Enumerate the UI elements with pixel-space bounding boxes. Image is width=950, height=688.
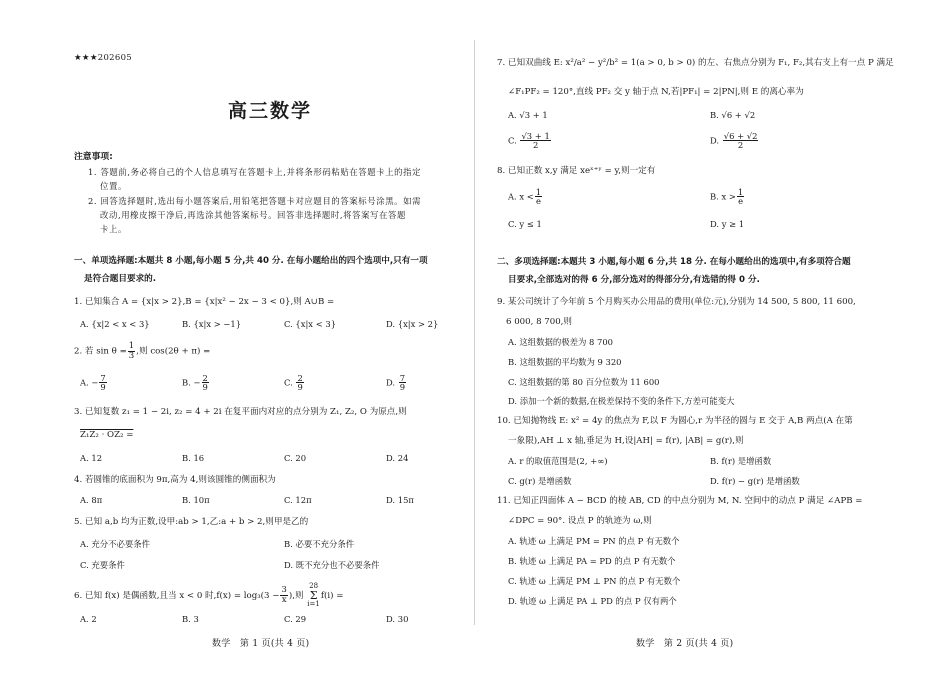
q9-option-d: D. 添加一个新的数据,在极差保持不变的条件下,方差可能变大	[508, 396, 735, 406]
notice-line: 改动,用橡皮擦干净后,再选涂其他答案标号。回答非选择题时,将答案写在答题	[100, 210, 406, 220]
q10-option-a: A. r 的取值范围是(2, +∞)	[508, 456, 608, 466]
section-2-heading: 二、多项选择题:本题共 3 小题,每小题 6 分,共 18 分. 在每小题给出的选项中,有多项符合题	[497, 257, 851, 267]
question-5: 5. 已知 a,b 均为正数,设甲:ab > 1,乙:a + b > 2,则甲是乙的	[74, 517, 309, 527]
page-divider	[474, 40, 475, 625]
question-9-cont: 6 000, 8 700,则	[506, 317, 572, 327]
q6-option-d: D. 30	[386, 614, 409, 624]
section-2-heading-cont: 目要求,全部选对的得 6 分,部分选对的得部分分,有选错的得 0 分.	[508, 275, 760, 285]
q1-option-c: C. {x|x < 3}	[284, 319, 337, 329]
q8-option-d: D. y ≥ 1	[710, 219, 745, 229]
q5-option-b: B. 必要不充分条件	[284, 539, 355, 549]
q8-option-b: B. x > $\frac{1}{e}$	[710, 187, 744, 207]
question-11: 11. 已知正四面体 A − BCD 的棱 AB, CD 的中点分别为 M, N. 空间中的动点 P 满足 ∠APB =	[497, 496, 863, 506]
q9-option-c: C. 这组数据的第 80 百分位数为 11 600	[508, 377, 660, 387]
q4-option-b: B. 10π	[182, 495, 210, 505]
q3-option-d: D. 24	[386, 453, 409, 463]
q11-option-b: B. 轨迹 ω 上满足 PA = PD 的点 P 有无数个	[508, 556, 676, 566]
question-9: 9. 某公司统计了今年前 5 个月购买办公用品的费用(单位:元),分别为 14 500, 5 800, 11 600,	[497, 297, 856, 307]
notice-line: 卡上。	[100, 224, 127, 234]
q2-option-b: B. − $\frac{2}{9}$	[182, 373, 208, 393]
notice-line: 1. 答题前,务必将自己的个人信息填写在答题卡上,并将条形码粘贴在答题卡上的指定	[88, 167, 422, 177]
q6-option-a: A. 2	[80, 614, 97, 624]
q4-option-a: A. 8π	[80, 495, 103, 505]
q2-option-d: D. $\frac{7}{9}$	[386, 373, 406, 393]
question-3-cont: Z₁Z₂ · OZ₂ =	[80, 430, 134, 440]
q10-option-b: B. f(r) 是增函数	[710, 456, 772, 466]
q7-option-a: A. √3 + 1	[508, 110, 548, 120]
page-footer-right: 数学 第 2 页(共 4 页)	[636, 639, 734, 649]
question-7-cont: ∠F₁PF₂ = 120°,直线 PF₂ 交 y 轴于点 N,若|PF₁| = 2|PN|,则 E 的离心率为	[508, 87, 804, 97]
question-11-cont: ∠DPC = 90°. 设点 P 的轨迹为 ω,则	[508, 516, 652, 526]
q8-option-a: A. x < $\frac{1}{e}$	[508, 187, 542, 207]
q1-option-d: D. {x|x > 2}	[386, 319, 439, 329]
q7-option-d: D. $\frac{√6 + √2}{2}$	[710, 131, 758, 151]
q9-option-b: B. 这组数据的平均数为 9 320	[508, 357, 622, 367]
q5-option-d: D. 既不充分也不必要条件	[284, 560, 380, 570]
q8-option-c: C. y ≤ 1	[508, 219, 542, 229]
question-8: 8. 已知正数 x,y 满足 xeˣ⁺ʸ = y,则一定有	[497, 166, 656, 176]
fraction: $\frac{1}{3}$	[128, 341, 135, 361]
q4-option-d: D. 15π	[386, 495, 414, 505]
q11-option-a: A. 轨迹 ω 上满足 PM = PN 的点 P 有无数个	[508, 536, 680, 546]
q6-option-c: C. 29	[284, 614, 307, 624]
q1-option-a: A. {x|2 < x < 3}	[80, 319, 150, 329]
q11-option-d: D. 轨迹 ω 上满足 PA ⊥ PD 的点 P 仅有两个	[508, 596, 677, 606]
q6-option-b: B. 3	[182, 614, 199, 624]
notice-line: 位置。	[100, 181, 127, 191]
q3-option-b: B. 16	[182, 453, 205, 463]
exam-code: ★★★202605	[74, 53, 133, 63]
question-10: 10. 已知抛物线 E: x² = 4y 的焦点为 F,以 F 为圆心,r 为半径的圆与 E 交于 A,B 两点(A 在第	[497, 416, 853, 426]
section-1-heading: 一、单项选择题:本题共 8 小题,每小题 5 分,共 40 分. 在每小题给出的四个选项中,只有一项	[74, 256, 428, 266]
q9-option-a: A. 这组数据的极差为 8 700	[508, 337, 614, 347]
q2-option-a: A. − $\frac{7}{9}$	[80, 373, 106, 393]
notice-line: 2. 回答选择题时,选出每小题答案后,用铅笔把答题卡对应题目的答案标号涂黑。如需	[88, 196, 422, 206]
q7-option-b: B. √6 + √2	[710, 110, 756, 120]
question-3: 3. 已知复数 z₁ = 1 − 2i, z₂ = 4 + 2i 在复平面内对应的点分别为 Z₁, Z₂, O 为原点,则	[74, 407, 407, 417]
q5-option-a: A. 充分不必要条件	[80, 539, 150, 549]
question-10-cont: 一象限),AH ⊥ x 轴,垂足为 H,设|AH| = f(r), |AB| = g(r),则	[508, 436, 744, 446]
q4-option-c: C. 12π	[284, 495, 312, 505]
question-6: 6. 已知 f(x) 是偶函数,且当 x < 0 时,f(x) = log₃(3 − $\frac{3}{x}$ ),则 28 Σ i=1f(i) =	[74, 582, 344, 608]
q10-option-d: D. f(r) − g(r) 是增函数	[710, 476, 800, 486]
q2-option-c: C. $\frac{2}{9}$	[284, 373, 303, 393]
q10-option-c: C. g(r) 是增函数	[508, 476, 572, 486]
notice-heading: 注意事项:	[74, 152, 113, 162]
q5-option-c: C. 充要条件	[80, 560, 125, 570]
q3-option-c: C. 20	[284, 453, 307, 463]
q3-option-a: A. 12	[80, 453, 103, 463]
q1-option-b: B. {x|x > −1}	[182, 319, 242, 329]
question-4: 4. 若圆锥的底面积为 9π,高为 4,则该圆锥的侧面积为	[74, 475, 276, 485]
page-title: 高三数学	[228, 100, 313, 122]
section-1-heading-cont: 是符合题目要求的.	[84, 274, 157, 284]
q7-option-c: C. $\frac{√3 + 1}{2}$	[508, 131, 550, 151]
question-1: 1. 已知集合 A = {x|x > 2},B = {x|x² − 2x − 3 < 0},则 A∪B =	[74, 297, 335, 307]
q11-option-c: C. 轨迹 ω 上满足 PM ⊥ PN 的点 P 有无数个	[508, 576, 681, 586]
question-7: 7. 已知双曲线 E: x²/a² − y²/b² = 1(a > 0, b > 0) 的左、右焦点分别为 F₁, F₂,其右支上有一点 P 满足	[497, 58, 894, 68]
page-footer-left: 数学 第 1 页(共 4 页)	[212, 639, 310, 649]
question-2: 2. 若 sin θ = $\frac{1}{3}$ ,则 cos(2θ + π) =	[74, 341, 211, 361]
